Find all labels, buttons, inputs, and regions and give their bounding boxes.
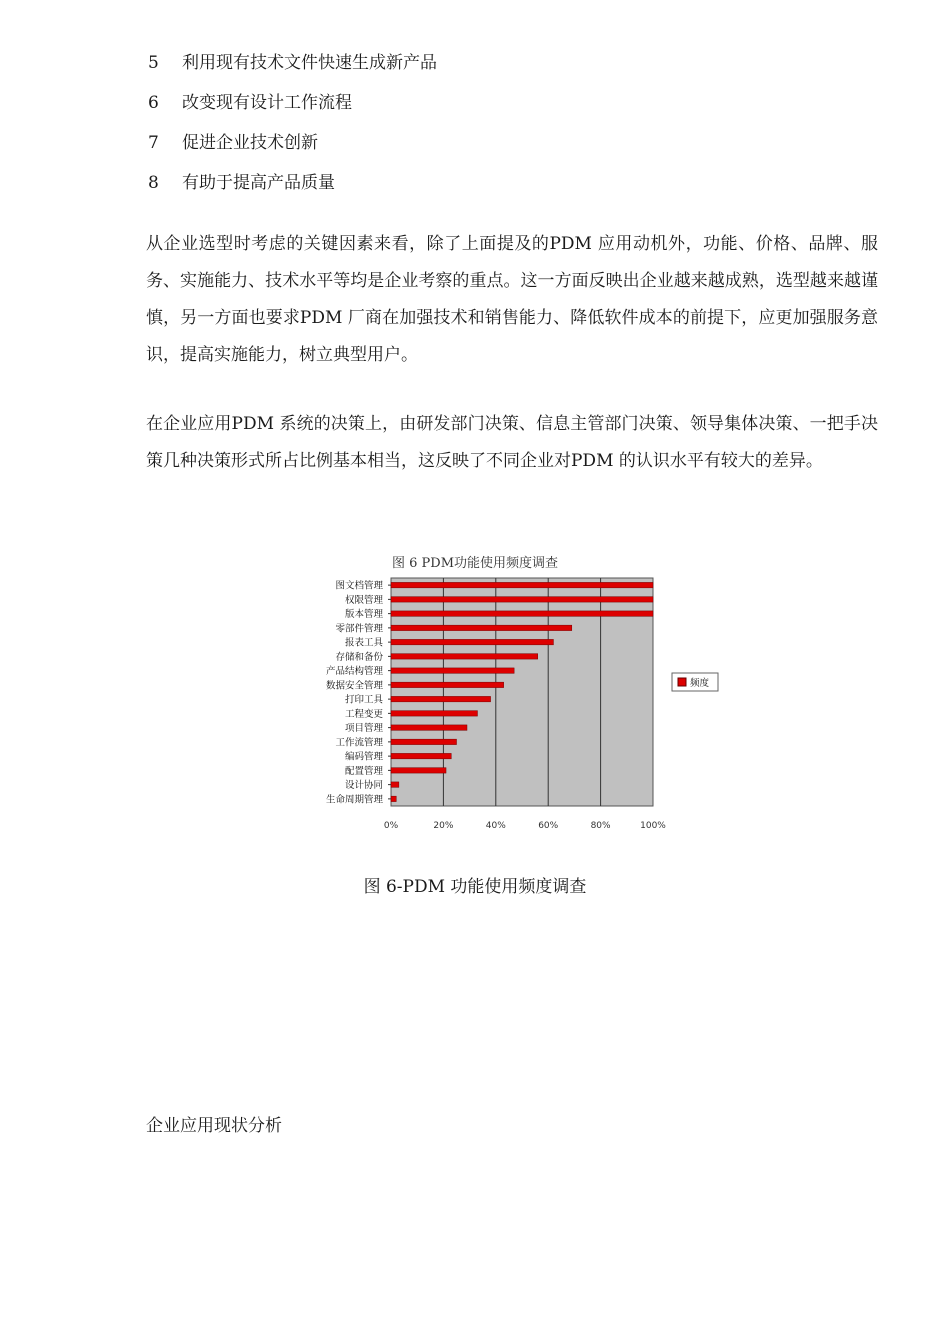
- x-tick-label: 20%: [433, 821, 454, 831]
- list-number: 6: [148, 93, 159, 113]
- bar: [391, 625, 572, 630]
- bar: [391, 668, 514, 673]
- figure-caption: 图 6-PDM 功能使用频度调查: [363, 877, 587, 897]
- bar: [391, 696, 491, 701]
- x-tick-label: 0%: [383, 821, 399, 831]
- list-text: 促进企业技术创新: [182, 133, 318, 153]
- bar: [391, 768, 446, 773]
- legend-swatch: [678, 678, 686, 686]
- x-tick-label: 40%: [485, 821, 506, 831]
- y-tick-label: 数据安全管理: [325, 680, 383, 692]
- list-item: [148, 91, 352, 115]
- list-item: [148, 51, 437, 75]
- bar: [391, 782, 399, 787]
- list-number: 8: [148, 173, 159, 193]
- paragraph-selection-factors: 从企业选型时考虑的关键因素来看，除了上面提及的PDM 应用动机外，功能、价格、品牌、服务、实施能力、技术水平等均是企业考察的重点。这一方面反映出企业越来越成熟，选型越来越谨慎，另一方面也要求PDM 厂商在加强技术和销售能力、降低软件成本的前提下，应更加强服务意识，提高实施能力，树立典型用户。: [146, 234, 878, 365]
- y-tick-label: 存储和备份: [335, 651, 383, 663]
- list-number: 5: [148, 53, 159, 73]
- paragraph-decision-making: 在企业应用PDM 系统的决策上，由研发部门决策、信息主管部门决策、领导集体决策、一把手决策几种决策形式所占比例基本相当，这反映了不同企业对PDM 的认识水平有较大的差异。: [146, 414, 878, 471]
- section-heading: 企业应用现状分析: [146, 1116, 282, 1136]
- y-tick-label: 零部件管理: [335, 623, 383, 635]
- list-text: 有助于提高产品质量: [182, 173, 335, 193]
- y-tick-label: 编码管理: [344, 751, 383, 763]
- bar: [391, 597, 653, 602]
- bar: [391, 582, 653, 587]
- bar: [391, 711, 477, 716]
- y-tick-label: 打印工具: [344, 694, 383, 706]
- y-tick-label: 配置管理: [344, 765, 383, 777]
- bar: [391, 739, 457, 744]
- bar: [391, 611, 653, 616]
- list-text: 利用现有技术文件快速生成新产品: [182, 53, 437, 73]
- y-tick-label: 产品结构管理: [325, 666, 383, 678]
- y-tick-label: 权限管理: [344, 594, 383, 606]
- chart-figure: [300, 552, 730, 831]
- y-tick-label: 设计协同: [344, 780, 383, 792]
- legend-label: 频度: [690, 678, 710, 689]
- y-tick-label: 版本管理: [344, 609, 383, 621]
- y-tick-label: 报表工具: [344, 637, 383, 649]
- chart-title: 图 6 PDM功能使用频度调查: [391, 556, 559, 571]
- x-tick-label: 100%: [640, 821, 666, 831]
- bar: [391, 796, 396, 801]
- list-item: [148, 171, 335, 195]
- bar: [391, 654, 538, 659]
- y-tick-label: 工程变更: [344, 708, 383, 720]
- y-tick-label: 生命周期管理: [325, 794, 383, 806]
- y-tick-label: 项目管理: [344, 723, 383, 735]
- bar: [391, 725, 467, 730]
- y-tick-label: 图文档管理: [335, 580, 383, 592]
- bar: [391, 639, 553, 644]
- bar: [391, 682, 504, 687]
- list-text: 改变现有设计工作流程: [182, 93, 352, 113]
- list-item: [148, 131, 318, 155]
- list-number: 7: [148, 133, 159, 153]
- y-tick-label: 工作流管理: [335, 737, 383, 749]
- x-tick-label: 60%: [538, 821, 559, 831]
- bar: [391, 753, 451, 758]
- bar-chart: [300, 552, 730, 831]
- x-tick-label: 80%: [590, 821, 611, 831]
